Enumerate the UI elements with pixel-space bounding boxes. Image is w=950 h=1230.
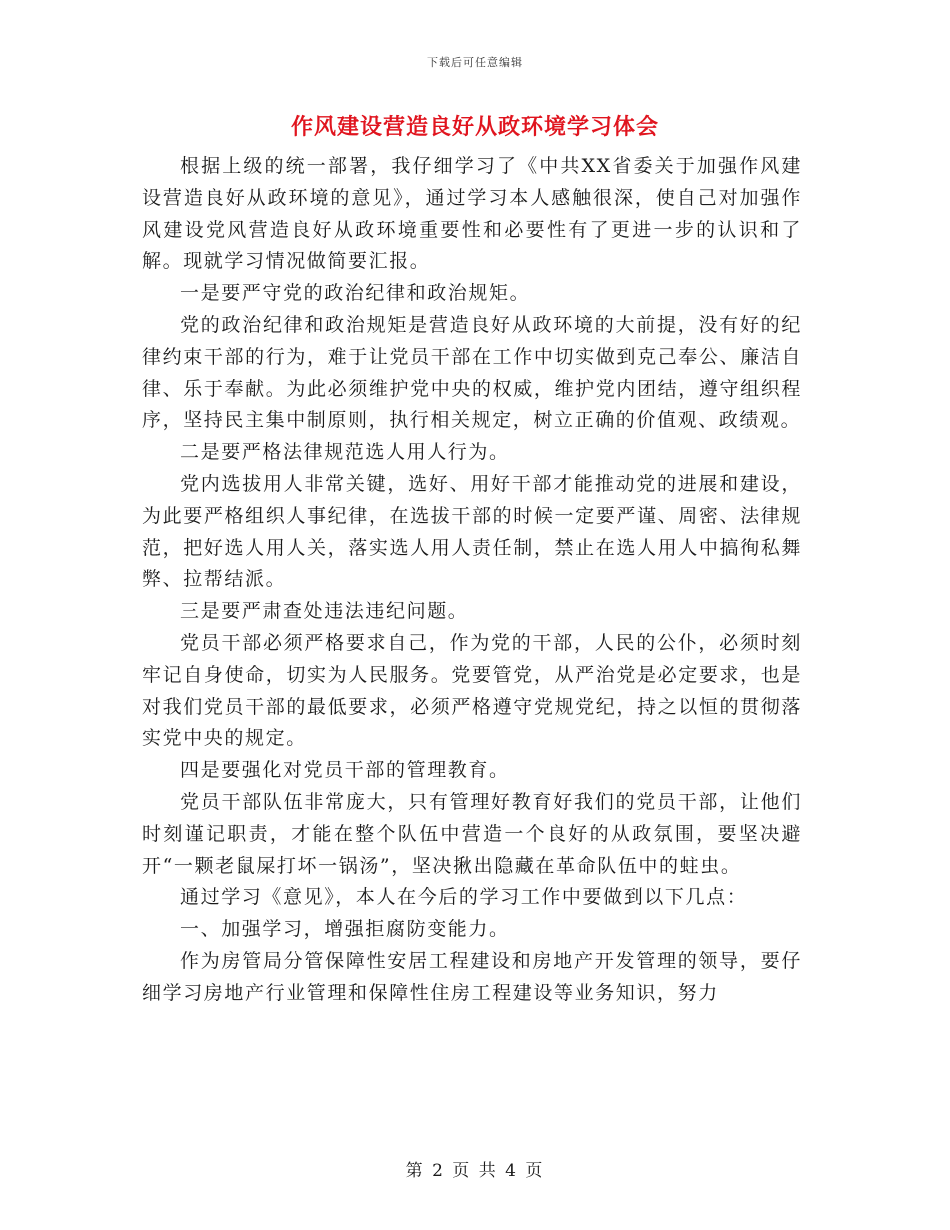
paragraph: 四是要强化对党员干部的管理教育。: [180, 759, 510, 782]
paragraph: 一是要严守党的政治纪律和政治规矩。: [180, 282, 531, 305]
paragraph: 根据上级的统一部署，我仔细学习了《中共XX省委关于加强作风建设营造良好从政环境的意见》，通过学习本人感触很深，使自己对加强作风建设党风营造良好从政环境重要性和必要性有了更进一步的认识和了解。现就学习情况做简要汇报。: [142, 155, 802, 273]
paragraph: 通过学习《意见》，本人在今后的学习工作中要做到以下几点：: [180, 886, 748, 909]
paragraph: 党员干部队伍非常庞大，只有管理好教育好我们的党员干部，让他们时刻谨记职责，才能在整个队伍中营造一个良好的从政氛围，要坚决避开“一颗老鼠屎打坏一锅汤”，坚决揪出隐藏在革命队伍中的蛀虫。: [142, 790, 802, 877]
paragraph: 三是要严肃查处违法违纪问题。: [180, 600, 469, 623]
header-note: 下载后可任意编辑: [427, 56, 523, 69]
paragraph: 党的政治纪律和政治规矩是营造良好从政环境的大前提，没有好的纪律约束干部的行为，难于让党员干部在工作中切实做到克己奉公、廉洁自律、乐于奉献。为此必须维护党中央的权威，维护党内团结，遵守组织程序，坚持民主集中制原则，执行相关规定，树立正确的价值观、政绩观。: [142, 313, 802, 432]
paragraph: 党内选拔用人非常关键，选好、用好干部才能推动党的进展和建设，为此要严格组织人事纪律，在选拔干部的时候一定要严谨、周密、法律规范，把好选人用人关，落实选人用人责任制，禁止在选人用人中搞徇私舞弊、拉帮结派。: [142, 472, 802, 591]
document-body: [142, 151, 802, 1010]
document-title: 作风建设营造良好从政环境学习体会: [290, 114, 659, 140]
paragraph: 一、加强学习，增强拒腐防变能力。: [180, 918, 510, 941]
paragraph: 二是要严格法律规范选人用人行为。: [180, 441, 510, 464]
page-footer: 第 2 页 共 4 页: [405, 1161, 545, 1181]
paragraph: 作为房管局分管保障性安居工程建设和房地产开发管理的领导，要仔细学习房地产行业管理和保障性住房工程建设等业务知识，努力: [142, 949, 802, 1004]
paragraph: 党员干部必须严格要求自己，作为党的干部，人民的公仆，必须时刻牢记自身使命，切实为人民服务。党要管党，从严治党是必定要求，也是对我们党员干部的最低要求，必须严格遵守党规党纪，持之以恒的贯彻落实党中央的规定。: [142, 631, 802, 750]
